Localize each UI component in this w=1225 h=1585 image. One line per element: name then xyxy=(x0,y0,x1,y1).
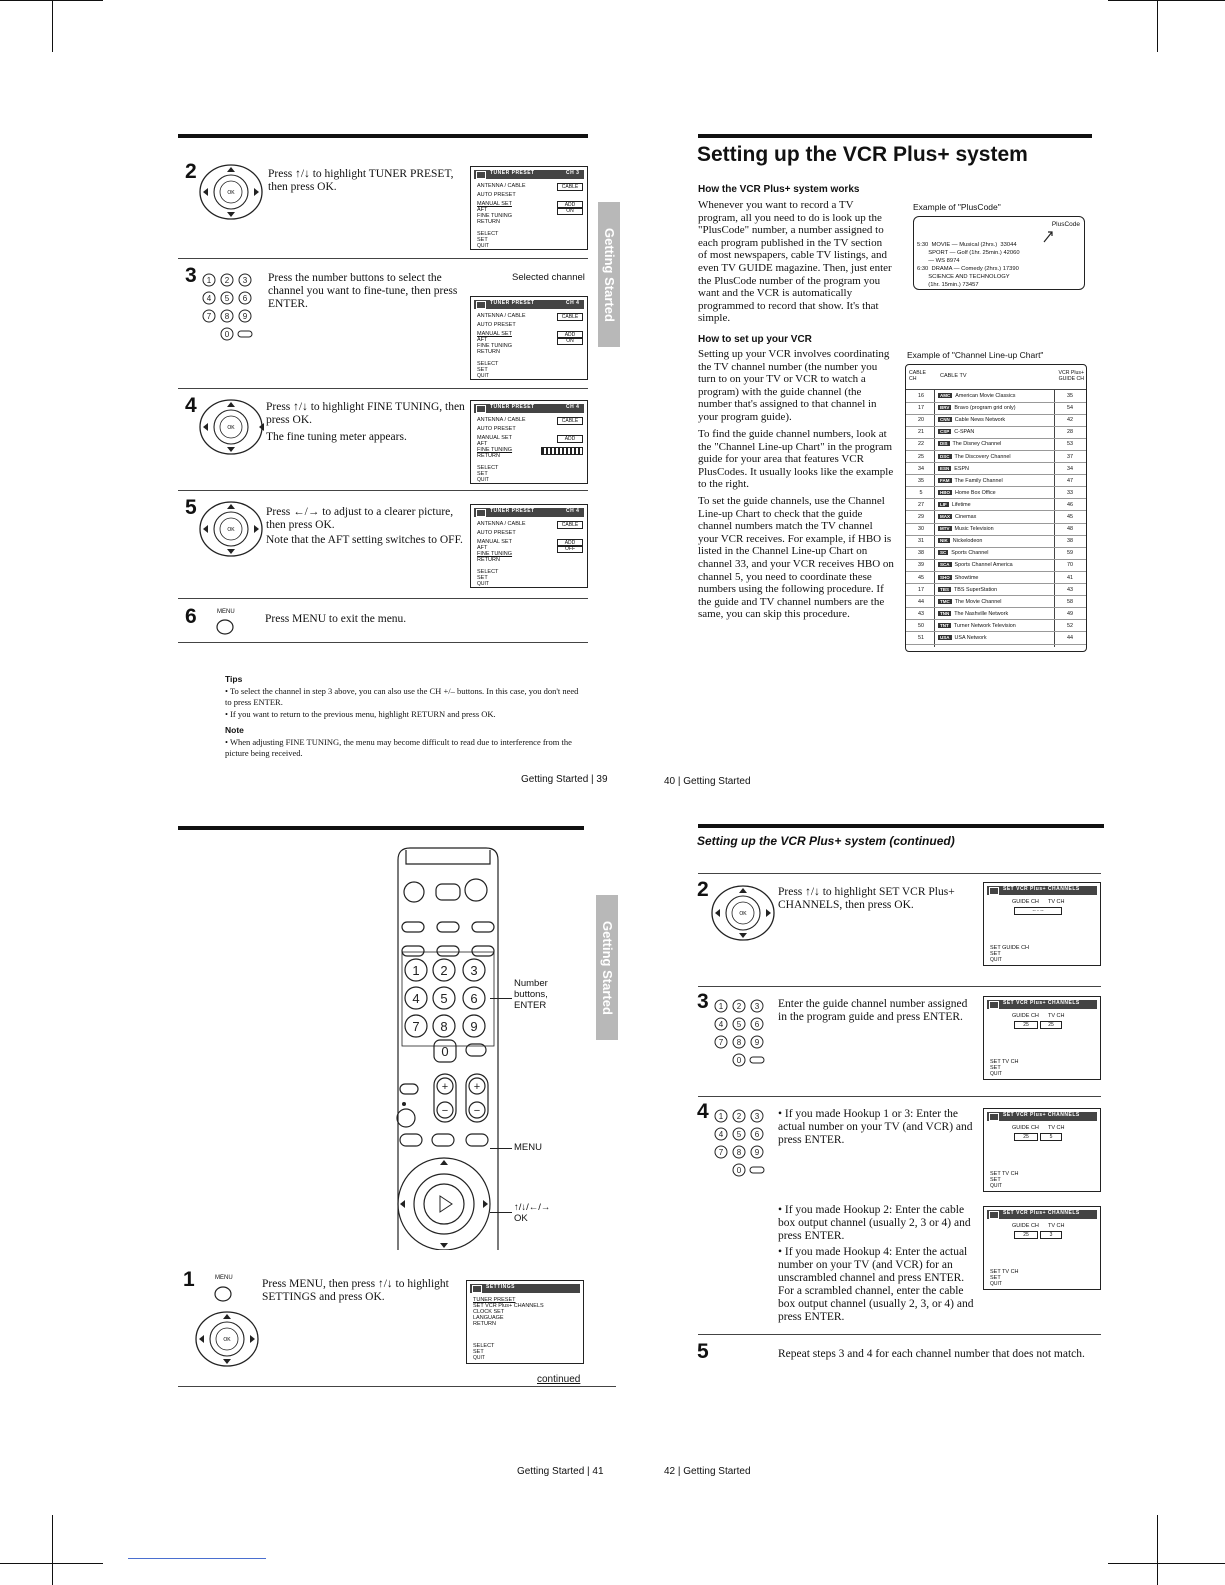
svg-text:4: 4 xyxy=(206,294,212,303)
chart-header: CABLE CH xyxy=(909,370,927,382)
chart-row: 45 SHO Showtime 41 xyxy=(906,573,1086,585)
chart-row: 38 SC Sports Channel 59 xyxy=(906,548,1086,560)
paragraph: To find the guide channel numbers, look at the "Channel Line-up Chart" in the program guide for your area that features VCR PlusCodes. It usually looks like the example to the right. xyxy=(698,428,894,491)
step-note: Note that the AFT setting switches to OFF. xyxy=(266,534,463,546)
chart-row: 17 TBS TBS SuperStation 43 xyxy=(906,585,1086,597)
svg-text:9: 9 xyxy=(754,1038,760,1047)
chart-row: 25 DSC The Discovery Channel 37 xyxy=(906,452,1086,464)
svg-text:3: 3 xyxy=(242,276,248,285)
svg-text:6: 6 xyxy=(242,294,248,303)
pluscode-line: (1hr. 15min.) 73457 xyxy=(917,282,979,288)
number-buttons-icon xyxy=(712,1106,768,1188)
page-footer: Getting Started | 41 xyxy=(517,1466,604,1477)
svg-text:OK: OK xyxy=(227,190,235,196)
chart-row: 20 CNN Cable News Network 42 xyxy=(906,415,1086,427)
svg-text:0: 0 xyxy=(736,1056,742,1065)
svg-text:4: 4 xyxy=(412,991,420,1006)
svg-text:8: 8 xyxy=(440,1019,448,1034)
tip-item: • To select the channel in step 3 above, you can also use the CH +/– buttons. In this case, you don't need to press ENTER. xyxy=(225,686,579,707)
chart-row: 16 AMC American Movie Classics 35 xyxy=(906,391,1086,403)
crop-mark xyxy=(1108,1563,1225,1564)
step-text: • If you made Hookup 4: Enter the actual number on your TV (and VCR) for an unscrambled channel and press ENTER. For a scrambled channel, enter the cable box output channel (usually 2, 3, or 4) and press ENTER. xyxy=(778,1246,974,1323)
crop-mark xyxy=(52,0,53,52)
osd-menu-tuner-preset: TUNER PRESET CH 3 ANTENNA / CABLE CABLE AUTO PRESET MANUAL SET ADD AFT ON FINE TUNING RETURN SELECT SET QUIT xyxy=(470,166,588,250)
svg-text:6: 6 xyxy=(470,991,478,1006)
svg-text:3: 3 xyxy=(754,1112,760,1121)
crop-mark xyxy=(1157,0,1158,52)
page-footer: 40 | Getting Started xyxy=(664,776,751,787)
pointer-arrow-icon xyxy=(1042,229,1056,243)
pluscode-line: 6:30 DRAMA — Comedy (2hrs.) 17390 xyxy=(917,266,1019,272)
channel-lineup-chart xyxy=(905,364,1087,652)
step-number: 4 xyxy=(185,394,197,417)
pluscode-line: — WS 8974 xyxy=(917,258,960,264)
crop-mark xyxy=(1108,0,1225,1)
remote-control-illustration xyxy=(394,846,502,1250)
number-buttons-icon xyxy=(712,996,768,1078)
svg-text:−: − xyxy=(473,1105,481,1117)
pluscode-line: 5:30 MOVIE — Musical (2hrs.) 33044 xyxy=(917,242,1017,248)
svg-text:9: 9 xyxy=(470,1019,478,1034)
note-item: • When adjusting FINE TUNING, the menu may become difficult to read due to interference from the picture being received. xyxy=(225,737,572,758)
step-text: • If you made Hookup 1 or 3: Enter the actual number on your TV (and VCR) and press ENTER. xyxy=(778,1108,973,1146)
dial-button-icon xyxy=(198,500,264,558)
callout-menu: MENU xyxy=(514,1142,542,1153)
chart-row: 30 MTV Music Television 48 xyxy=(906,524,1086,536)
svg-text:5: 5 xyxy=(736,1130,742,1139)
step-text: Press ↑/↓ to highlight SET VCR Plus+ CHANNELS, then press OK. xyxy=(778,886,955,911)
step-number: 2 xyxy=(185,160,197,183)
page-title: Setting up the VCR Plus+ system xyxy=(697,143,1028,166)
svg-text:4: 4 xyxy=(718,1020,724,1029)
svg-text:2: 2 xyxy=(736,1002,742,1011)
chart-row: 50 TNT Turner Network Television 52 xyxy=(906,621,1086,633)
step-text: Repeat steps 3 and 4 for each channel number that does not match. xyxy=(778,1348,1085,1360)
svg-text:OK: OK xyxy=(227,527,235,533)
svg-text:OK: OK xyxy=(227,425,235,431)
menu-icon-label: MENU xyxy=(217,609,235,615)
svg-text:OK: OK xyxy=(739,911,747,917)
chart-row: 22 DIS The Disney Channel 53 xyxy=(906,439,1086,451)
chart-row: 44 TMC The Movie Channel 58 xyxy=(906,597,1086,609)
osd-menu-fine-tuning: TUNER PRESET CH 4 ANTENNA / CABLE CABLE AUTO PRESET MANUAL SET ADD AFT FINE TUNING RETURN SELECT SET QUIT xyxy=(470,400,588,484)
step-text: Press ↑/↓ to highlight TUNER PRESET, then press OK. xyxy=(268,168,454,193)
osd-menu-aft-off: TUNER PRESET CH 4 ANTENNA / CABLE CABLE AUTO PRESET MANUAL SET ADD AFT OFF FINE TUNING RETURN SELECT SET QUIT xyxy=(470,504,588,588)
step-number: 5 xyxy=(185,496,197,519)
dial-button-icon xyxy=(710,884,776,942)
svg-text:2: 2 xyxy=(736,1112,742,1121)
svg-text:9: 9 xyxy=(754,1148,760,1157)
svg-text:2: 2 xyxy=(440,963,448,978)
page-subtitle: Setting up the VCR Plus+ system (continued) xyxy=(697,834,955,848)
svg-text:1: 1 xyxy=(718,1002,724,1011)
step-text: Press ←/→ to adjust to a clearer picture, then press OK. xyxy=(266,506,454,531)
svg-text:5: 5 xyxy=(736,1020,742,1029)
crop-mark xyxy=(52,1515,53,1585)
svg-text:8: 8 xyxy=(736,1148,742,1157)
paragraph: Setting up your VCR involves coordinating the TV channel number (the number you turn to on your TV or VCR to watch a program) with the guide channel (the number that's assigned to that channel in your program guide). xyxy=(698,348,890,423)
svg-text:5: 5 xyxy=(224,294,230,303)
callout-arrows-ok: ↑/↓/←/→ OK xyxy=(514,1202,551,1224)
svg-text:7: 7 xyxy=(206,312,212,321)
chart-row: 39 SCA Sports Channel America 70 xyxy=(906,560,1086,572)
crop-mark xyxy=(0,1563,103,1564)
section-heading: How to set up your VCR xyxy=(698,334,812,345)
svg-text:3: 3 xyxy=(754,1002,760,1011)
step-text: Press MENU, then press ↑/↓ to highlight SETTINGS and press OK. xyxy=(262,1278,449,1303)
svg-text:+: + xyxy=(473,1081,481,1093)
chart-row: 51 USA USA Network 44 xyxy=(906,633,1086,645)
chart-row: 5 HBO Home Box Office 33 xyxy=(906,488,1086,500)
step-text: Enter the guide channel number assigned in the program guide and press ENTER. xyxy=(778,998,968,1023)
chart-header: CABLE TV xyxy=(940,373,967,379)
svg-text:5: 5 xyxy=(440,991,448,1006)
svg-text:7: 7 xyxy=(412,1019,420,1034)
pluscode-label: PlusCode xyxy=(1051,221,1080,228)
paragraph: Whenever you want to record a TV program, all you need to do is look up the "PlusCode" number, a number assigned to each program published in the TV section of most newspapers, cable TV listings, and even TV GUIDE magazine. Then, just enter the PlusCode number of the program you want and the VCR is automatically programmed to record that show. It's that simple. xyxy=(698,199,892,325)
dial-button-icon xyxy=(198,163,264,221)
menu-icon-label: MENU xyxy=(215,1275,233,1281)
svg-text:7: 7 xyxy=(718,1148,724,1157)
step-text: Press the number buttons to select the channel you want to fine-tune, then press ENTER. xyxy=(268,272,458,310)
pluscode-example-box xyxy=(913,216,1085,290)
osd-menu-set-vcr-plus: SET VCR Plus+ CHANNELS GUIDE CH TV CH -- - -- SET GUIDE CH SET QUIT xyxy=(983,882,1101,966)
menu-button-icon xyxy=(215,618,235,636)
svg-text:8: 8 xyxy=(224,312,230,321)
step-number: 3 xyxy=(185,264,197,287)
svg-text:0: 0 xyxy=(736,1166,742,1175)
svg-text:OK: OK xyxy=(223,1337,231,1343)
chart-row: 34 ESN ESPN 34 xyxy=(906,464,1086,476)
dial-button-icon xyxy=(194,1310,260,1368)
osd-menu-guide-ch: SET VCR Plus+ CHANNELS GUIDE CH TV CH 25 25 SET TV CH SET QUIT xyxy=(983,996,1101,1080)
osd-menu-cable-ch: SET VCR Plus+ CHANNELS GUIDE CH TV CH 25 3 SET TV CH SET QUIT xyxy=(983,1206,1101,1290)
number-buttons-icon xyxy=(200,270,256,352)
osd-menu-settings: SETTINGS TUNER PRESET SET VCR Plus+ CHANNELS CLOCK SET LANGUAGE RETURN SELECT SET QUIT xyxy=(466,1280,584,1364)
section-heading: How the VCR Plus+ system works xyxy=(698,184,860,195)
step-note: The fine tuning meter appears. xyxy=(266,431,407,443)
crop-mark xyxy=(1157,1515,1158,1585)
chart-row: 27 LIF Lifetime 46 xyxy=(906,500,1086,512)
svg-text:1: 1 xyxy=(412,963,420,978)
svg-text:4: 4 xyxy=(718,1130,724,1139)
pluscode-line: SCIENCE AND TECHNOLOGY xyxy=(917,274,1010,280)
chart-row: 35 FAM The Family Channel 47 xyxy=(906,476,1086,488)
continued-label: continued xyxy=(537,1374,581,1385)
svg-text:8: 8 xyxy=(736,1038,742,1047)
svg-text:−: − xyxy=(441,1105,449,1117)
menu-button-icon xyxy=(213,1285,233,1303)
svg-text:9: 9 xyxy=(242,312,248,321)
step-number: 1 xyxy=(183,1268,195,1291)
svg-text:0: 0 xyxy=(441,1044,449,1059)
callout-number-buttons: Number buttons, ENTER xyxy=(514,978,548,1011)
chart-row: 17 BRV Bravo (program grid only) 54 xyxy=(906,403,1086,415)
svg-text:2: 2 xyxy=(224,276,230,285)
page-footer: Getting Started | 39 xyxy=(521,774,608,785)
page-footer: 42 | Getting Started xyxy=(664,1466,751,1477)
step-text: • If you made Hookup 2: Enter the cable box output channel (usually 2, 3 or 4) and press ENTER. xyxy=(778,1204,971,1242)
osd-menu-tv-ch: SET VCR Plus+ CHANNELS GUIDE CH TV CH 25 5 SET TV CH SET QUIT xyxy=(983,1108,1101,1192)
chart-header: VCR Plus+ GUIDE CH xyxy=(1058,370,1084,382)
chart-row: 31 NIK Nickelodeon 38 xyxy=(906,536,1086,548)
svg-text:6: 6 xyxy=(754,1020,760,1029)
crop-mark xyxy=(0,0,103,1)
svg-text:0: 0 xyxy=(224,330,230,339)
dial-button-icon xyxy=(198,398,264,456)
example-heading: Example of "Channel Line-up Chart" xyxy=(907,350,1044,360)
section-tab: Getting Started xyxy=(598,202,620,347)
svg-text:3: 3 xyxy=(470,963,478,978)
note-heading: Note xyxy=(225,725,244,735)
example-heading: Example of "PlusCode" xyxy=(913,202,1001,212)
chart-row: 29 MAX Cinemax 45 xyxy=(906,512,1086,524)
pluscode-line: SPORT — Golf (1hr. 25min.) 42060 xyxy=(917,250,1020,256)
osd-menu-selected-channel: TUNER PRESET CH 4 ANTENNA / CABLE CABLE AUTO PRESET MANUAL SET ADD AFT ON FINE TUNING RETURN SELECT SET QUIT xyxy=(470,296,588,380)
selected-channel-label: Selected channel xyxy=(512,272,585,283)
tips-heading: Tips xyxy=(225,674,243,684)
svg-text:7: 7 xyxy=(718,1038,724,1047)
svg-text:1: 1 xyxy=(206,276,212,285)
svg-text:1: 1 xyxy=(718,1112,724,1121)
link-underline xyxy=(128,1558,266,1559)
step-text: Press ↑/↓ to highlight FINE TUNING, then press OK. xyxy=(266,401,465,426)
step-text: Press MENU to exit the menu. xyxy=(265,613,407,625)
svg-text:+: + xyxy=(441,1081,449,1093)
paragraph: To set the guide channels, use the Channel Line-up Chart to check that the guide channel numbers match the TV channel your VCR receives. For example, if HBO is listed in the Channel Line-up Chart on channel 33, and your VCR receives HBO on channel 5, you need to coordinate these numbers using the following procedure. If the guide and TV channel numbers are the same, you can skip this procedure. xyxy=(698,495,894,621)
tip-item: • If you want to return to the previous menu, highlight RETURN and press OK. xyxy=(225,709,496,719)
chart-row: 43 TNN The Nashville Network 49 xyxy=(906,609,1086,621)
section-tab: Getting Started xyxy=(596,895,618,1040)
step-number: 6 xyxy=(185,605,197,628)
svg-text:6: 6 xyxy=(754,1130,760,1139)
chart-row: 21 CSP C-SPAN 28 xyxy=(906,427,1086,439)
